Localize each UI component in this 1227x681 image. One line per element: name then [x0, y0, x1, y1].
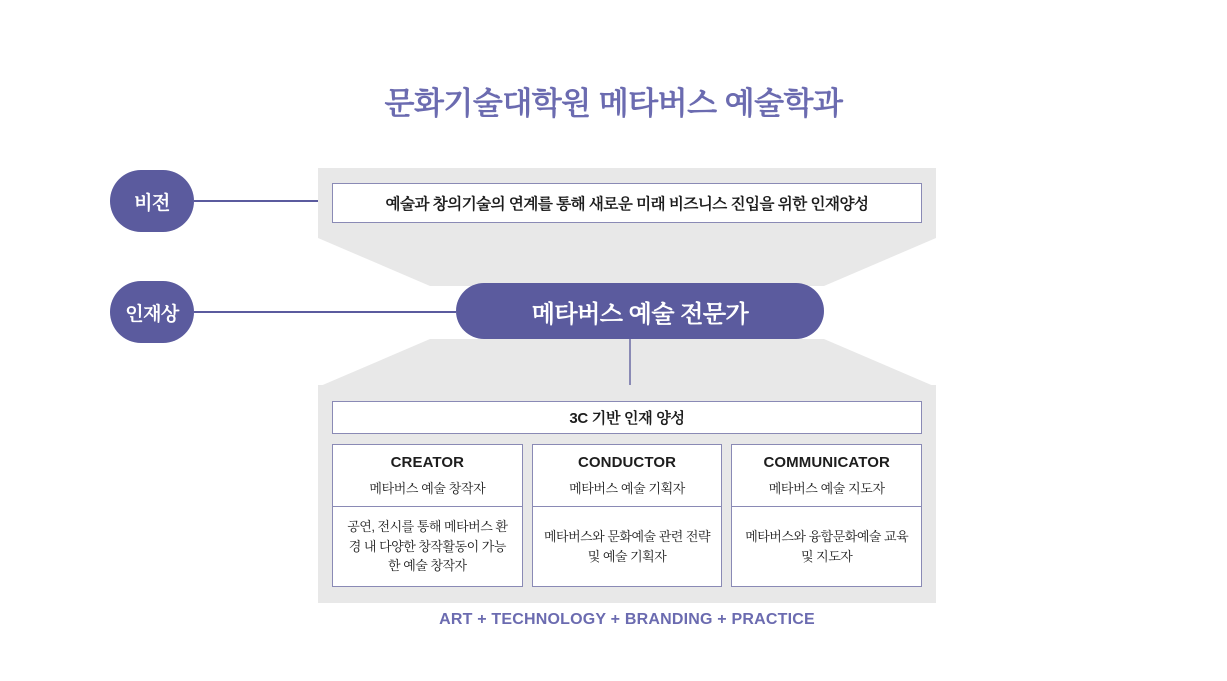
card-subtitle: 메타버스 예술 창작자 [369, 481, 486, 496]
threec-title-box [332, 401, 922, 434]
vision-statement-box [332, 183, 922, 223]
funnel-shape-bottom [318, 339, 936, 387]
footer-tagline: ART + TECHNOLOGY + BRANDING + PRACTICE [439, 611, 815, 628]
threec-card-group [332, 444, 922, 587]
vision-label-pill [110, 170, 194, 232]
vision-connector-line [194, 200, 318, 202]
vision-label-text: 비전 [134, 192, 170, 214]
talent-headline-text: 메타버스 예술 전문가 [531, 300, 749, 328]
card-title: CREATOR [390, 454, 465, 471]
threec-title-text: 3C 기반 인재 양성 [569, 410, 685, 427]
talent-connector-line [194, 311, 456, 313]
threec-card-conductor [532, 444, 723, 587]
talent-headline-box [456, 283, 824, 339]
threec-card-communicator [731, 444, 922, 587]
funnel-shape-top [318, 238, 936, 286]
page-title: 문화기술대학원 메타버스 예술학과 [384, 86, 843, 121]
card-title: CONDUCTOR [577, 454, 677, 471]
card-description: 공연, 전시를 통해 메타버스 환경 내 다양한 창작활동이 가능한 예술 창작자 [347, 519, 508, 574]
card-description: 메타버스와 융합문화예술 교육 및 지도자 [745, 529, 909, 564]
vision-statement-text: 예술과 창의기술의 연계를 통해 새로운 미래 비즈니스 진입을 위한 인재양성 [385, 196, 869, 213]
card-subtitle: 메타버스 예술 기획자 [569, 481, 685, 496]
card-description: 메타버스와 문화예술 관련 전략 및 예술 기획자 [543, 529, 711, 564]
talent-label-pill [110, 281, 194, 343]
card-subtitle: 메타버스 예술 지도자 [768, 481, 885, 496]
card-title: COMMUNICATOR [763, 454, 890, 471]
talent-label-text: 인재상 [125, 303, 179, 325]
threec-card-creator [332, 444, 523, 587]
